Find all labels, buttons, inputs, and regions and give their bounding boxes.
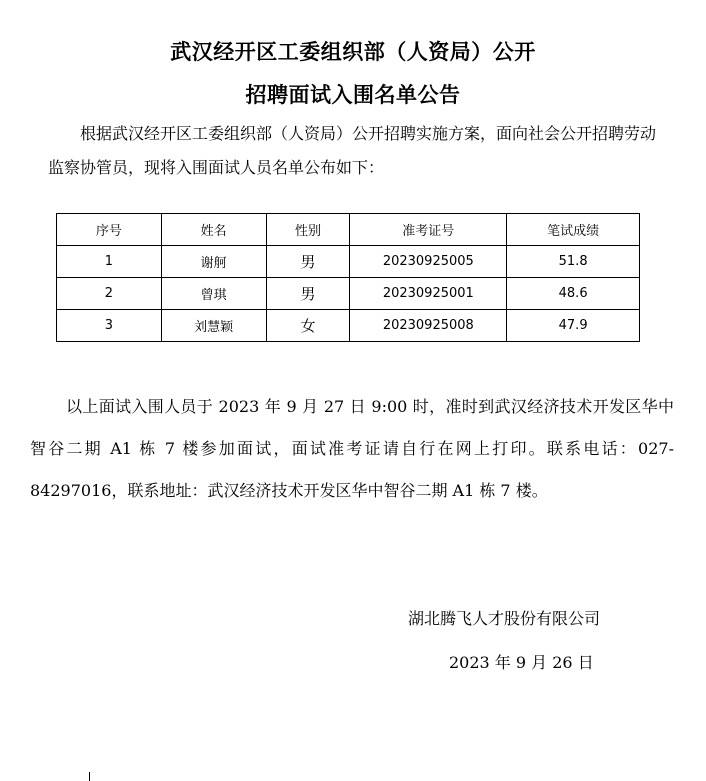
cell-serial: 3 bbox=[57, 310, 162, 342]
cell-gender: 男 bbox=[266, 278, 350, 310]
table-header-row bbox=[57, 214, 640, 246]
document-title-line1: 武汉经开区工委组织部（人资局）公开 bbox=[170, 40, 536, 64]
header-gender: 性别 bbox=[266, 214, 350, 246]
notice-paragraph: 以上面试入围人员于 2023 年 9 月 27 日 9:00 时，准时到武汉经济技术开发区华中智谷二期 A1 栋 7 楼参加面试，面试准考证请自行在网上打印。联系电话：027-84297016，联系地址：武汉经济技术开发区华中智谷二期 A1 栋 7 楼。 bbox=[30, 397, 674, 500]
cell-exam-id: 20230925008 bbox=[350, 310, 507, 342]
table-row bbox=[57, 278, 640, 310]
header-serial: 序号 bbox=[57, 214, 162, 246]
cell-name: 谢舸 bbox=[161, 246, 266, 278]
cell-serial: 2 bbox=[57, 278, 162, 310]
header-exam-id: 准考证号 bbox=[350, 214, 507, 246]
cell-score: 47.9 bbox=[507, 310, 640, 342]
cell-exam-id: 20230925005 bbox=[350, 246, 507, 278]
cell-name: 刘慧颖 bbox=[161, 310, 266, 342]
table-row bbox=[57, 310, 640, 342]
text-cursor bbox=[89, 772, 90, 781]
cell-gender: 男 bbox=[266, 246, 350, 278]
header-score: 笔试成绩 bbox=[507, 214, 640, 246]
cell-score: 48.6 bbox=[507, 278, 640, 310]
table-row bbox=[57, 246, 640, 278]
cell-gender: 女 bbox=[266, 310, 350, 342]
cell-score: 51.8 bbox=[507, 246, 640, 278]
document-title-line2: 招聘面试入围名单公告 bbox=[245, 83, 461, 107]
cell-exam-id: 20230925001 bbox=[350, 278, 507, 310]
cell-name: 曾琪 bbox=[161, 278, 266, 310]
cell-serial: 1 bbox=[57, 246, 162, 278]
signature-company: 湖北腾飞人才股份有限公司 bbox=[408, 609, 601, 628]
intro-paragraph: 根据武汉经开区工委组织部（人资局）公开招聘实施方案，面向社会公开招聘劳动监察协管员，现将入围面试人员名单公布如下： bbox=[48, 124, 657, 177]
header-name: 姓名 bbox=[161, 214, 266, 246]
candidate-table bbox=[56, 213, 640, 342]
signature-date: 2023 年 9 月 26 日 bbox=[449, 653, 594, 672]
